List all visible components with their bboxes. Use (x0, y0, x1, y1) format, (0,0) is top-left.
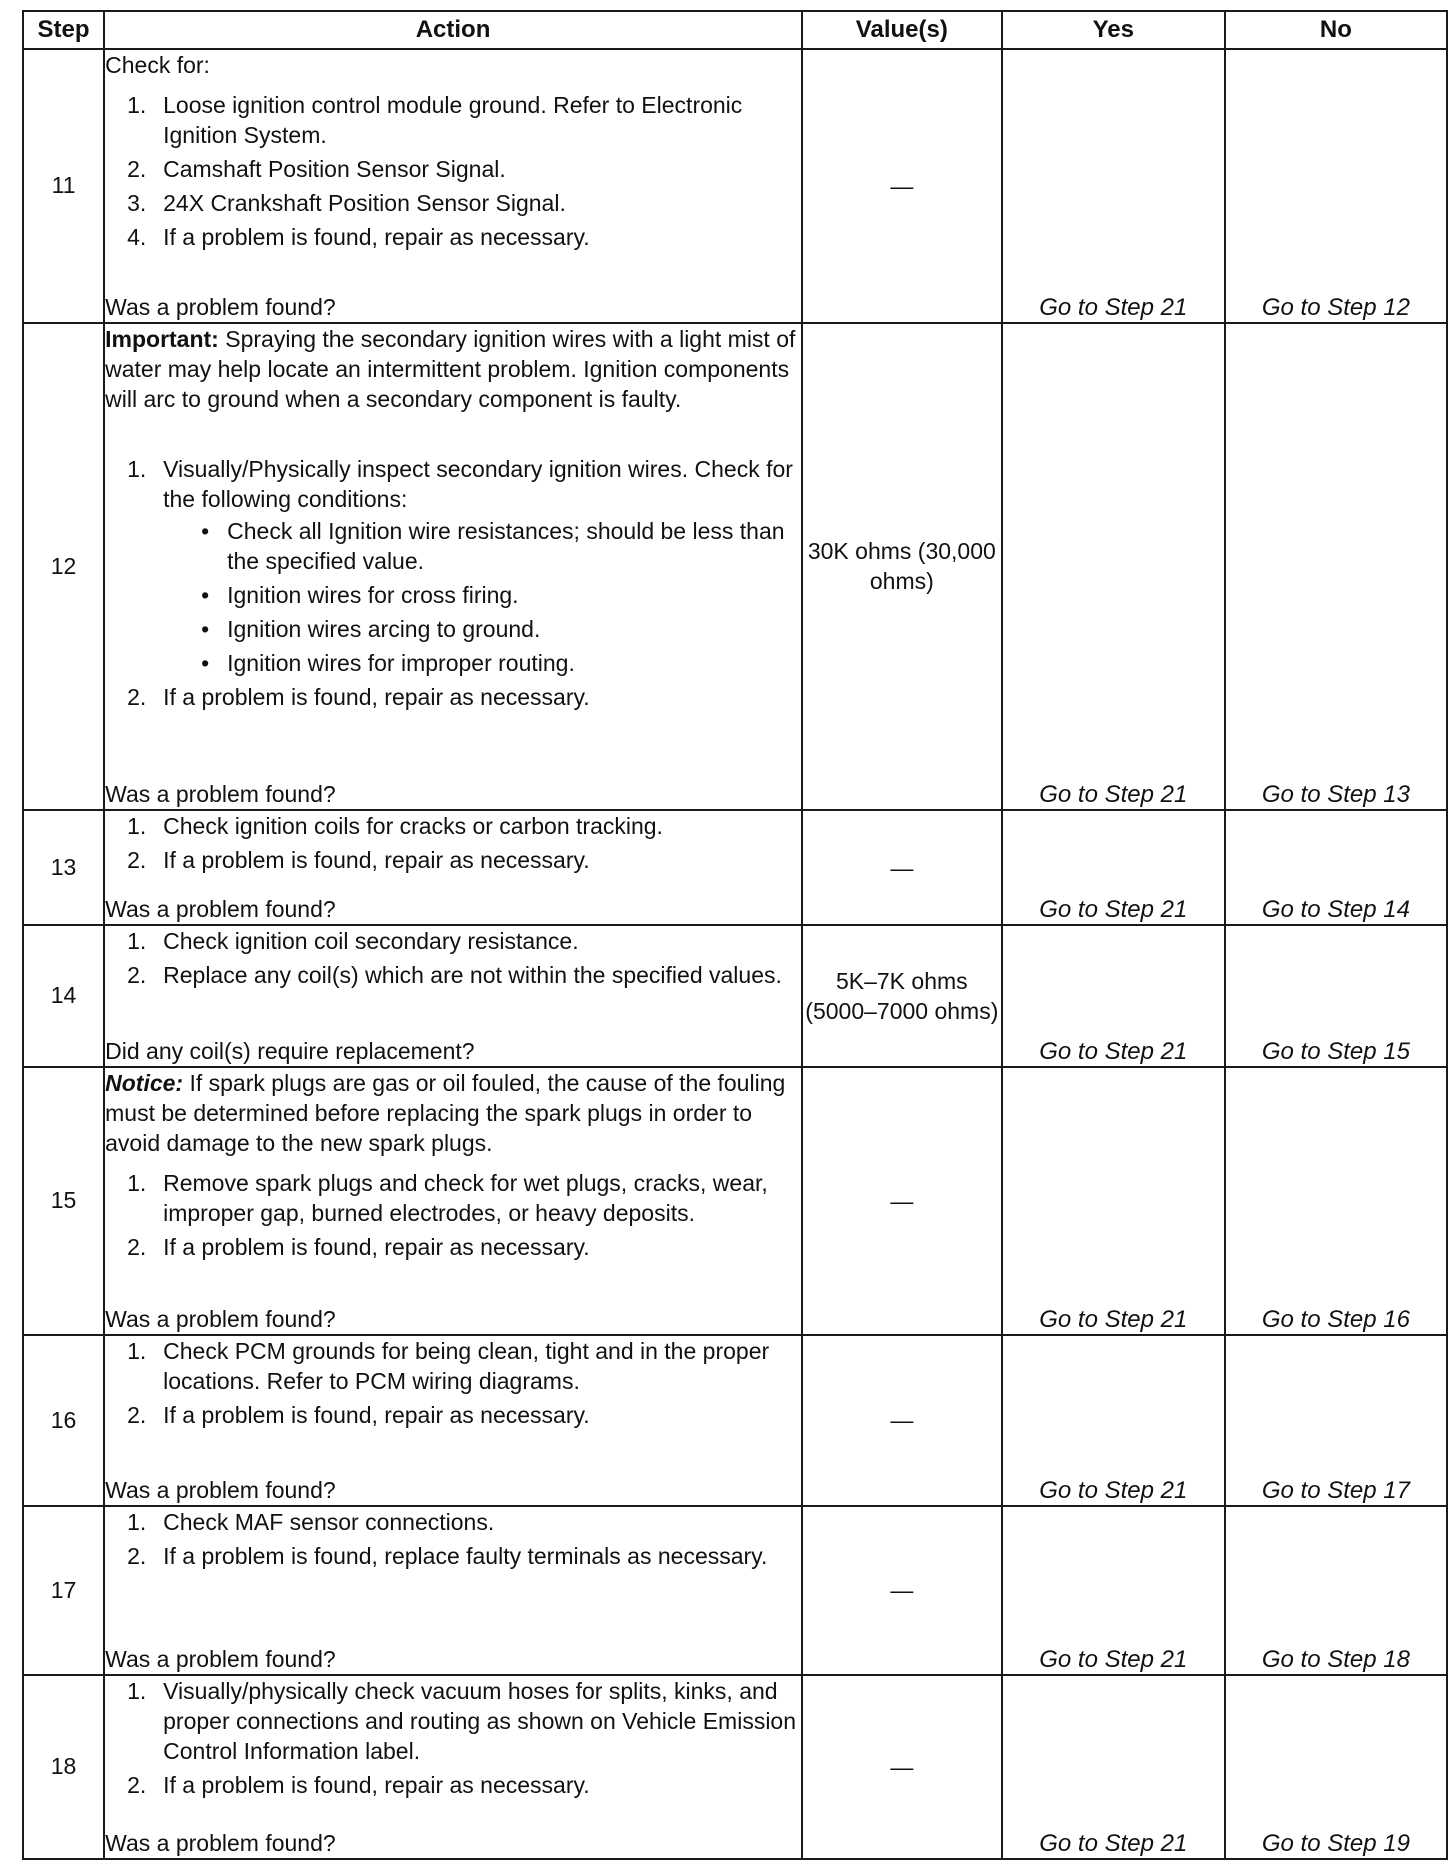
action-step-item (127, 1507, 801, 1537)
action-step-item (127, 1400, 801, 1430)
step-item-number: 1. (127, 1508, 147, 1535)
step-item-text: If a problem is found, repair as necessary. (163, 1401, 590, 1428)
step-item-number: 1. (127, 813, 147, 840)
table-row (23, 1335, 1447, 1506)
step-item-text: If a problem is found, replace faulty terminals as necessary. (163, 1542, 768, 1569)
action-cell (104, 1335, 802, 1506)
step-item-text: If a problem is found, repair as necessary. (163, 224, 590, 250)
step-item-text: Replace any coil(s) which are not within the specified values. (163, 962, 782, 989)
step-item-number: 1. (127, 92, 147, 118)
action-question: Was a problem found? (105, 1305, 336, 1332)
table-row (23, 1506, 1447, 1675)
step-item-number: 1. (127, 455, 147, 482)
step-item-number: 2. (127, 962, 147, 989)
yes-result: Go to Step 21 (1002, 49, 1225, 323)
step-number: 13 (23, 810, 104, 925)
value-cell: — (802, 1675, 1002, 1859)
step-item-text: Check ignition coils for cracks or carbon tracking. (163, 813, 663, 840)
action-steps (105, 926, 801, 994)
action-step-item (127, 1770, 801, 1800)
action-cell (104, 323, 802, 811)
step-item-number: 2. (127, 683, 147, 710)
step-item-text: Visually/physically check vacuum hoses for splits, kinks, and proper connections and routing as shown on Vehicle Emission Control Information label. (163, 1677, 797, 1764)
no-result: Go to Step 18 (1225, 1506, 1447, 1675)
note-text: If spark plugs are gas or oil fouled, the cause of the fouling must be determined before replacing the spark plugs in order to avoid damage to the new spark plugs. (105, 1069, 786, 1156)
action-content (105, 1676, 801, 1858)
action-content (105, 324, 801, 810)
step-number: 16 (23, 1335, 104, 1506)
step-item-number: 3. (127, 190, 147, 216)
step-item-number: 1. (127, 1169, 147, 1196)
action-cell (104, 810, 802, 925)
step-number: 12 (23, 323, 104, 811)
step-item-number: 2. (127, 1401, 147, 1428)
yes-result: Go to Step 21 (1002, 810, 1225, 925)
step-item-number: 1. (127, 928, 147, 955)
note-text: Spraying the secondary ignition wires with a light mist of water may help locate an intermittent problem. Ignition components will arc to ground when a secondary component is faulty. (105, 325, 796, 412)
action-note (105, 324, 801, 414)
step-item-number: 2. (127, 847, 147, 874)
step-number: 14 (23, 925, 104, 1066)
header-row (23, 11, 1447, 49)
step-item-number: 2. (127, 156, 147, 182)
action-cell (104, 925, 802, 1066)
table-row (23, 1675, 1447, 1859)
note-label: Important: (105, 325, 219, 352)
action-step-item (127, 845, 801, 875)
action-question: Was a problem found? (105, 896, 336, 923)
action-content (105, 50, 801, 322)
yes-result: Go to Step 21 (1002, 1335, 1225, 1506)
yes-result: Go to Step 21 (1002, 925, 1225, 1066)
action-step-item (127, 1676, 801, 1766)
action-step-item (127, 222, 801, 252)
header-no: No (1225, 11, 1447, 49)
action-steps (105, 454, 801, 716)
condition-item: • Ignition wires for cross firing. (197, 580, 801, 610)
action-cell (104, 1067, 802, 1335)
step-item-text: If a problem is found, repair as necessary. (163, 1233, 590, 1260)
table-row (23, 323, 1447, 811)
value-cell: 5K–7K ohms (5000–7000 ohms) (802, 925, 1002, 1066)
table-row (23, 49, 1447, 323)
action-content (105, 926, 801, 1065)
action-step-item (127, 188, 801, 218)
step-item-number: 4. (127, 224, 147, 250)
step-item-number: 1. (127, 1337, 147, 1364)
action-steps (105, 90, 801, 256)
step-item-number: 1. (127, 1677, 147, 1704)
action-step-item (127, 1168, 801, 1228)
table-row (23, 810, 1447, 925)
action-step-item (127, 1336, 801, 1396)
action-step-item (127, 682, 801, 712)
action-steps (105, 811, 801, 879)
action-intro: Check for: (105, 52, 210, 78)
step-item-text: If a problem is found, repair as necessary. (163, 683, 590, 710)
step-item-text: 24X Crankshaft Position Sensor Signal. (163, 190, 566, 216)
yes-result: Go to Step 21 (1002, 1067, 1225, 1335)
no-result: Go to Step 17 (1225, 1335, 1447, 1506)
step-number: 17 (23, 1506, 104, 1675)
header-values: Value(s) (802, 11, 1002, 49)
step-number: 18 (23, 1675, 104, 1859)
step-item-text: Camshaft Position Sensor Signal. (163, 156, 506, 182)
step-item-text: Check MAF sensor connections. (163, 1508, 495, 1535)
step-item-number: 2. (127, 1542, 147, 1569)
step-item-text: Visually/Physically inspect secondary ignition wires. Check for the following conditions: (163, 455, 793, 512)
value-cell: — (802, 1067, 1002, 1335)
header-yes: Yes (1002, 11, 1225, 49)
step-item-text: Loose ignition control module ground. Refer to Electronic Ignition System. (163, 92, 743, 148)
no-result: Go to Step 19 (1225, 1675, 1447, 1859)
action-steps (105, 1507, 801, 1575)
yes-result: Go to Step 21 (1002, 323, 1225, 811)
value-cell: 30K ohms (30,000 ohms) (802, 323, 1002, 811)
condition-item: • Ignition wires for improper routing. (197, 648, 801, 678)
action-content (105, 1507, 801, 1674)
action-question: Did any coil(s) require replacement? (105, 1037, 475, 1064)
action-content (105, 1336, 801, 1505)
diagnostic-table (22, 10, 1448, 1860)
action-step-item (127, 454, 801, 678)
action-question: Was a problem found? (105, 781, 336, 808)
value-cell: — (802, 49, 1002, 323)
action-content (105, 811, 801, 924)
step-item-text: If a problem is found, repair as necessary. (163, 847, 590, 874)
step-number: 15 (23, 1067, 104, 1335)
no-result: Go to Step 16 (1225, 1067, 1447, 1335)
step-item-text: If a problem is found, repair as necessary. (163, 1771, 590, 1798)
step-item-number: 2. (127, 1233, 147, 1260)
action-step-item (127, 960, 801, 990)
action-cell (104, 49, 802, 323)
no-result: Go to Step 13 (1225, 323, 1447, 811)
condition-item: • Check all Ignition wire resistances; should be less than the specified value. (197, 516, 801, 576)
step-item-text: Check ignition coil secondary resistance. (163, 928, 579, 955)
step-number: 11 (23, 49, 104, 323)
value-cell: — (802, 1506, 1002, 1675)
action-cell (104, 1675, 802, 1859)
no-result: Go to Step 12 (1225, 49, 1447, 323)
action-cell (104, 1506, 802, 1675)
action-steps (105, 1168, 801, 1266)
action-step-item (127, 811, 801, 841)
step-item-text: Remove spark plugs and check for wet plugs, cracks, wear, improper gap, burned electrodes, or heavy deposits. (163, 1169, 768, 1226)
action-steps (105, 1676, 801, 1804)
step-item-text: Check PCM grounds for being clean, tight and in the proper locations. Refer to PCM wiring diagrams. (163, 1337, 770, 1394)
yes-result: Go to Step 21 (1002, 1675, 1225, 1859)
condition-item: • Ignition wires arcing to ground. (197, 614, 801, 644)
step-item-number: 2. (127, 1771, 147, 1798)
action-step-item (127, 926, 801, 956)
action-question: Was a problem found? (105, 1830, 336, 1856)
action-step-item (127, 1541, 801, 1571)
value-cell: — (802, 1335, 1002, 1506)
no-result: Go to Step 15 (1225, 925, 1447, 1066)
table-row (23, 1067, 1447, 1335)
yes-result: Go to Step 21 (1002, 1506, 1225, 1675)
action-step-item (127, 1232, 801, 1262)
no-result: Go to Step 14 (1225, 810, 1447, 925)
value-cell: — (802, 810, 1002, 925)
action-content (105, 1068, 801, 1334)
action-step-item (127, 90, 801, 150)
action-steps (105, 1336, 801, 1434)
condition-list (163, 516, 801, 678)
header-action: Action (104, 11, 802, 49)
action-question: Was a problem found? (105, 1476, 336, 1503)
action-step-item (127, 154, 801, 184)
note-label: Notice: (105, 1069, 184, 1096)
table-row (23, 925, 1447, 1066)
action-question: Was a problem found? (105, 293, 336, 320)
action-note (105, 1068, 801, 1158)
action-question: Was a problem found? (105, 1645, 336, 1672)
header-step: Step (23, 11, 104, 49)
